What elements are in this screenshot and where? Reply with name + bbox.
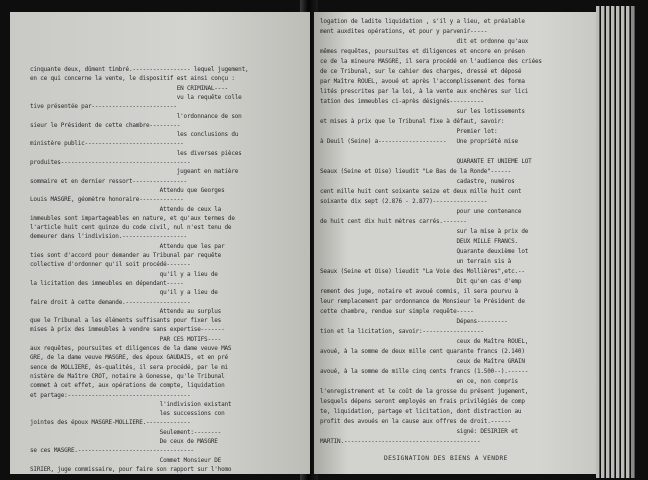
text-line: qu'il y a lieu de (30, 289, 218, 297)
text-line: et mises à prix que le Tribunal fixe à défaut, savoir: (320, 118, 505, 125)
text-line: Attendu que Georges (30, 186, 225, 194)
text-line: qu'il y a lieu de (30, 270, 218, 278)
text-line: leur remplacement par ordonnance de Monsieur le Président de (320, 298, 525, 305)
designation-heading: DESIGNATION DES BIENS A VENDRE (384, 455, 508, 462)
text-line: ment auxdites opérations, et pour y parvenir----- (320, 28, 488, 35)
text-line: Attendu que les par (30, 242, 225, 250)
text-line: tive présentée par------------------------- (30, 103, 177, 111)
text-line: logation de ladite liquidation , s'il y a lieu, et préalable (320, 18, 525, 25)
text-line: soixante dix sept (2.876 - 2.877)---------------- (320, 198, 488, 205)
text-line: se ces MASGRE.---------------------------------- (30, 447, 194, 455)
text-line: que le Tribunal a les éléments suffisants pour fixer les (30, 317, 222, 325)
text-line: SIRIER, juge commissaire, pour faire son rapport sur l'homo (30, 465, 232, 473)
text-line: jugeant en matière (30, 168, 239, 176)
text-line: et partage:------------------------------------ (30, 391, 191, 399)
text-line: pour une contenance (320, 208, 522, 215)
text-line: les successions con (30, 410, 225, 418)
text-line: Seaux (Seine et Oise) lieudit "Le Bas de la Ronde"------ (320, 168, 512, 175)
text-line: les diverses pièces (30, 149, 242, 157)
text-line: DEUX MILLE FRANCS. (320, 238, 518, 245)
text-line: ministère public----------------------------- (30, 140, 184, 148)
text-line: Dépens--------- (320, 318, 508, 325)
text-line: mises à prix des immeubles à vendre sans expertise------- (30, 326, 225, 334)
text-line: cette chambre, rendue sur simple requête----- (320, 308, 474, 315)
text-line: tation des immeubles ci-après désignés---------- (320, 98, 484, 105)
text-line: sommaire et en dernier ressort---------------- (30, 177, 187, 185)
text-line: cinquante deux, dûment timbré.----------------- lequel jugement, (30, 66, 249, 73)
text-line: tion et la licitation, savoir:------------------ (320, 328, 484, 335)
text-line: De ceux de MASGRE (30, 438, 218, 445)
text-line: l'indivision existant (30, 400, 232, 408)
text-line: à Deuil (Seine) a-------------------- Une propriété mise (320, 138, 518, 145)
text-line: un terrain sis à (320, 258, 512, 265)
text-line: sur la mise à prix de (320, 228, 529, 235)
text-line: ceux de Maître GRAIN (320, 358, 525, 365)
text-line: ce de la mineure MASGRE, il sera procédé en l'audience des criées (320, 58, 542, 65)
text-line: sence de MOLLIERE, ès-qualités, il sera procédé, par le mi (30, 363, 228, 371)
text-line: Seaux (Seine et Oise) lieudit "La Voie des Mollières",etc.-- (320, 268, 525, 275)
text-line: avoué, à la somme de mille cinq cents francs (1.500--).------ (320, 368, 529, 375)
text-line: l'ordonnance de son (30, 112, 242, 120)
text-line: QUARANTE ET UNIEME LOT (320, 158, 532, 165)
text-line: produites-------------------------------------- (30, 159, 191, 166)
text-line: dit et ordonne qu'aux (320, 38, 529, 45)
left-page (10, 12, 310, 474)
text-line: ties sont d'accord pour demander au Tribunal par requête (30, 252, 222, 259)
text-line: les conclusions du (30, 131, 239, 139)
text-line: te, liquidation, partage et licitation, dont distraction au (320, 408, 522, 415)
text-line: Quarante deuxième lot (320, 248, 529, 255)
text-line: avoué, à la somme de deux mille cent quarante francs (2.140) (320, 348, 525, 355)
text-line: PAR CES MOTIFS---- (30, 335, 222, 343)
text-line: par Maître ROUEL, avoué et après l'accomplissement des forma (320, 78, 525, 85)
text-line: l'article huit cent quinze du code civil, nul n'est tenu de (30, 224, 232, 232)
text-line: MARTIN.---------------------------------------- (320, 438, 481, 445)
text-line: en ce qui concerne la vente, le dispositif est ainsi conçu : (30, 75, 235, 83)
text-line: Dit qu'en cas d'emp (320, 278, 522, 285)
text-line: la licitation des immeubles en dépendant----- (30, 279, 184, 287)
text-line: signé: DESIRIER et (320, 428, 518, 435)
text-line: Attendu au surplus (30, 307, 222, 315)
text-line: lités prescrites par la loi, à la vente aux enchères sur lici (320, 88, 529, 95)
text-line: immeubles sont impartageables en nature, et qu'aux termes de (30, 214, 235, 222)
text-line: faire droit à cette demande.------------------- (30, 298, 191, 306)
text-line: aux requêtes, poursuites et diligences de la dame veuve MAS (30, 345, 232, 352)
text-line: de huit cent dix huit mètres carrés.------- (320, 218, 467, 225)
text-line: nistère de Maître CROT, notaire à Gonesse, qu'le Tribunal (30, 372, 225, 380)
right-page (314, 12, 596, 474)
text-line: collective d'ordonner qu'il soit procédé------- (30, 261, 191, 269)
page-edges (596, 6, 640, 478)
text-line: sieur le Président de cette chambre--------- (30, 121, 181, 129)
text-line: lesquels dépens seront employés en frais privilégiés de comp (320, 398, 525, 405)
text-line: cadastre, numéros (320, 178, 515, 185)
text-line: en ce, non compris (320, 378, 518, 385)
text-line: profit des avoués en la cause aux offres de droit.------ (320, 418, 512, 425)
text-line: sur les lotissements (320, 108, 525, 115)
text-line: Attendu de ceux la (30, 205, 222, 213)
text-line: ceux de Maître ROUEL, (320, 338, 529, 345)
text-line: commet à cet effet, aux opérations de compte, liquidation (30, 382, 225, 390)
text-line: jointes des époux MASGRE-MOLLIERE.------------- (30, 419, 191, 427)
text-line: l'enregistrement et le coût de la grosse du présent jugement, (320, 388, 529, 395)
text-line: demeurer dans l'indivision.------------------- (30, 233, 187, 241)
text-line: EN CRIMINAL---- (30, 84, 228, 92)
text-line: cent mille huit cent soixante seize et deux mille huit cent (320, 188, 522, 195)
text-line: rement des juge, notaire et avoué commis, il sera pourvu à (320, 288, 518, 295)
text-line: GRE, de la dame veuve MASGRE, des époux GAUDAIS, et en pré (30, 354, 228, 362)
text-line: Louis MASGRE, géomètre honoraire------------- (30, 196, 184, 204)
text-line: Premier lot: (320, 128, 498, 135)
text-line: de ce Tribunal, sur le cahier des charges, dressé et déposé (320, 68, 522, 75)
text-line: mêmes requêtes, poursuites et diligences et encore en présen (320, 48, 525, 55)
text-line: Commet Monsieur DE (30, 456, 222, 464)
text-line: vu la requête colle (30, 93, 242, 101)
text-line: Seulement:-------- (30, 428, 222, 436)
